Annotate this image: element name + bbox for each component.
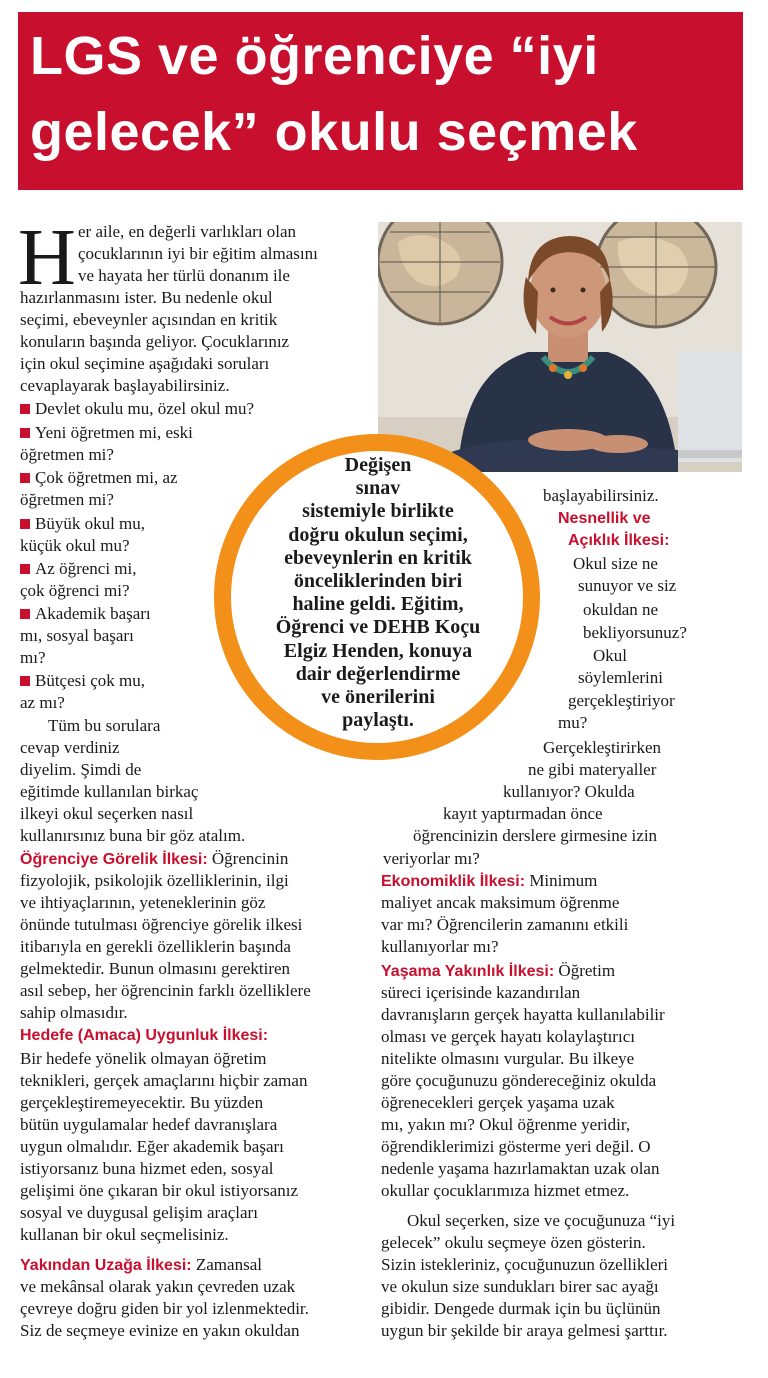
principle-first-line: Yaşama Yakınlık İlkesi: Öğretim [381, 961, 616, 980]
intro-line: ve hayata her türlü donanım ile [78, 266, 290, 285]
intro-line: çocuklarının iyi bir eğitim almasını [78, 244, 318, 263]
principle-line: davranışların gerçek hayatta kullanılabilir [381, 1005, 665, 1024]
closing-line: Okul seçerken, size ve çocuğunuza “iyi [407, 1211, 676, 1230]
principle-line: önünde tutulması öğrenciye görelik ilkesi [20, 915, 303, 934]
closing-line: gibidir. Dengede durmak için bu üçlünün [381, 1299, 661, 1318]
principle-heading: Nesnellik ve [558, 510, 651, 527]
principle-line: bekliyorsunuz? [583, 623, 687, 642]
question-item-cont: öğretmen mi? [20, 445, 114, 464]
question-item-cont: az mı? [20, 693, 65, 712]
question-item: Bütçesi çok mu, [20, 670, 145, 692]
intro-line: cevaplayarak başlayabilirsiniz. [20, 376, 230, 395]
principle-line: ve mekânsal olarak yakın çevreden uzak [20, 1277, 296, 1296]
woman-portrait-icon [378, 222, 742, 472]
principle-line: söylemlerini [578, 668, 663, 687]
principle-line: istiyorsanız buna hizmet eden, sosyal [20, 1159, 274, 1178]
square-bullet-icon [20, 404, 30, 414]
summary-line: cevap verdiniz [20, 738, 120, 757]
principle-line: kullanan bir okul seçmelisiniz. [20, 1225, 229, 1244]
principle-line: göre çocuğunuzu göndereceğiniz okulda [381, 1071, 657, 1090]
headline [30, 18, 735, 170]
closing-line: ve okulun size sundukları birer sac ayağı [381, 1277, 659, 1296]
principle-line: uygun olmalıdır. Eğer akademik başarı [20, 1137, 284, 1156]
principle-heading: Hedefe (Amaca) Uygunluk İlkesi: [20, 1027, 269, 1044]
principle-line: fizyolojik, psikolojik özelliklerinin, ilgi [20, 871, 289, 890]
principle-line: gerçekleştiremeyecektir. Bu yüzden [20, 1093, 264, 1112]
intro-line: için okul seçimine aşağıdaki soruları [20, 354, 270, 373]
square-bullet-icon [20, 564, 30, 574]
principle-line: itibarıyla en gerekli özelliklerin başında [20, 937, 291, 956]
closing-line: gelecek” okulu seçmeye özen gösterin. [381, 1233, 646, 1252]
principle-line: kullanıyor? Okulda [503, 782, 635, 801]
square-bullet-icon [20, 473, 30, 483]
principle-line: nedenle yaşama hazırlamaktan uzak olan [381, 1159, 660, 1178]
square-bullet-icon [20, 428, 30, 438]
principle-heading: Ekonomiklik İlkesi: [381, 873, 526, 890]
square-bullet-icon [20, 519, 30, 529]
intro-line: hazırlanmasını ister. Bu nedenle okul [20, 288, 273, 307]
question-item: Az öğrenci mi, [20, 558, 137, 580]
summary-line: Tüm bu sorulara [48, 716, 161, 735]
headline-line-2: gelecek” okulu seçmek [30, 102, 638, 162]
principle-heading: Açıklık İlkesi: [568, 532, 670, 549]
principle-line: Bir hedefe yönelik olmayan öğretim [20, 1049, 267, 1068]
principle-line: Siz de seçmeye evinize en yakın okuldan [20, 1321, 300, 1340]
intro-line: konuların başında geliyor. Çocuklarınız [20, 332, 290, 351]
principle-line: okuldan ne [583, 600, 659, 619]
question-item: Devlet okulu mu, özel okul mu? [20, 398, 254, 420]
principle-first-line: Öğrenciye Görelik İlkesi: Öğrencinin [20, 849, 289, 868]
principle-line: var mı? Öğrencilerin zamanını etkili [381, 915, 629, 934]
square-bullet-icon [20, 609, 30, 619]
principle-line: Okul size ne [573, 554, 658, 573]
principle-line: sunuyor ve siz [578, 576, 677, 595]
principle-line: gerçekleştiriyor [568, 691, 675, 710]
drop-cap: H [18, 214, 76, 302]
principle-line: gelmektedir. Bunun olmasını gerektiren [20, 959, 291, 978]
principle-line: olması ve gerçek hayatı kolaylaştırıcı [381, 1027, 635, 1046]
principle-line: öğrencinizin derslere girmesine izin [413, 826, 658, 845]
question-item: Büyük okul mu, [20, 513, 145, 535]
square-bullet-icon [20, 676, 30, 686]
summary-line: kullanırsınız buna bir göz atalım. [20, 826, 246, 845]
principle-line: ve ihtiyaçlarının, yeteneklerinin göz [20, 893, 266, 912]
principle-heading: Yakından Uzağa İlkesi: [20, 1257, 192, 1274]
principle-heading: Yaşama Yakınlık İlkesi: [381, 963, 555, 980]
principle-line: gelişimi öne çıkaran bir okul istiyorsanız [20, 1181, 299, 1200]
principle-heading: Öğrenciye Görelik İlkesi: [20, 851, 208, 868]
summary-line: eğitimde kullanılan birkaç [20, 782, 199, 801]
question-item-cont: mı, sosyal başarı [20, 626, 134, 645]
intro-line: er aile, en değerli varlıkları olan [78, 222, 297, 241]
continuation-line: başlayabilirsiniz. [543, 486, 659, 505]
question-item-cont: mı? [20, 648, 46, 667]
principle-line: bütün uygulamalar hedef davranışlara [20, 1115, 278, 1134]
question-item: Yeni öğretmen mi, eski [20, 422, 193, 444]
principle-line: öğrendiklerimizi gösterme yeri değil. O [381, 1137, 651, 1156]
closing-line: uygun bir şekilde bir araya gelmesi şarttır. [381, 1321, 668, 1340]
principle-line: öğrenecekleri gerçek yaşama uzak [381, 1093, 615, 1112]
principle-line: kayıt yaptırmadan önce [443, 804, 603, 823]
principle-line: ne gibi materyaller [528, 760, 657, 779]
principle-line: mu? [558, 713, 588, 732]
summary-line: diyelim. Şimdi de [20, 760, 142, 779]
intro-line: seçimi, ebeveynler açısından en kritik [20, 310, 278, 329]
principle-first-line: Ekonomiklik İlkesi: Minimum [381, 871, 598, 890]
headline-line-1: LGS ve öğrenciye “iyi [30, 26, 599, 86]
principle-line: Okul [593, 646, 627, 665]
principle-line: nitelikte olmasını vurgular. Bu ilkeye [381, 1049, 635, 1068]
principle-line: çevreye doğru giden bir yol izlenmektedir. [20, 1299, 309, 1318]
summary-line: ilkeyi okul seçerken nasıl [20, 804, 194, 823]
question-item: Çok öğretmen mi, az [20, 467, 178, 489]
question-item-cont: küçük okul mu? [20, 536, 130, 555]
portrait-photo [378, 222, 742, 472]
principle-line: veriyorlar mı? [383, 849, 480, 868]
question-item-cont: çok öğrenci mi? [20, 581, 130, 600]
principle-line: maliyet ancak maksimum öğrenme [381, 893, 620, 912]
principle-line: kullanıyorlar mı? [381, 937, 499, 956]
closing-line: Sizin istekleriniz, çocuğunuzun özellikleri [381, 1255, 669, 1274]
principle-line: okullar çocuklarımıza hizmet etmez. [381, 1181, 630, 1200]
question-item-cont: öğretmen mi? [20, 490, 114, 509]
principle-line: Gerçekleştirirken [543, 738, 661, 757]
question-item: Akademik başarı [20, 603, 151, 625]
principle-line: sosyal ve duygusal gelişim araçları [20, 1203, 258, 1222]
principle-line: süreci içerisinde kazandırılan [381, 983, 581, 1002]
pull-quote: Değişen sınav sistemiyle birlikte doğru okulun seçimi, ebeveynlerin en kritik önceliklerinden biri haline geldi. Eğitim, Öğrenci ve DEHB Koçu Elgiz Henden, konuya dair değerlendirme ve önerilerini paylaştı. [275, 454, 481, 732]
principle-line: sahip olmasıdır. [20, 1003, 128, 1022]
principle-line: mı, yakın mı? Okul öğrenme yeridir, [381, 1115, 631, 1134]
principle-line: asıl sebep, her öğrencinin farklı özelliklere [20, 981, 311, 1000]
principle-line: teknikleri, gerçek amaçlarını hiçbir zaman [20, 1071, 308, 1090]
principle-first-line: Yakından Uzağa İlkesi: Zamansal [20, 1255, 262, 1274]
